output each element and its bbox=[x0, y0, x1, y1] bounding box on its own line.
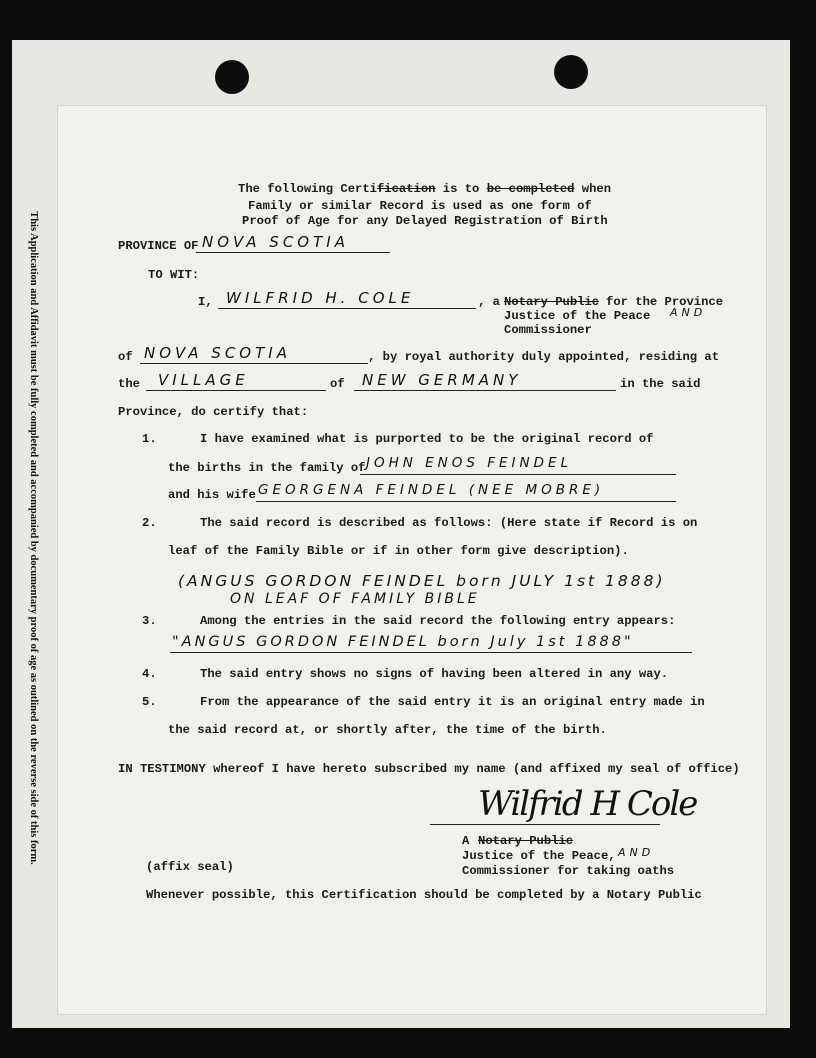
the-label: the bbox=[118, 377, 140, 391]
in-said-label: in the said bbox=[620, 377, 701, 391]
the-value: VILLAGE bbox=[158, 371, 249, 389]
entry-line bbox=[170, 652, 692, 653]
royal-authority-text: , by royal authority duly appointed, residing at bbox=[368, 350, 720, 364]
commissioner-label: Commissioner bbox=[504, 323, 592, 337]
item-3-number: 3. bbox=[142, 614, 157, 628]
certification-form bbox=[58, 106, 766, 1014]
name-line bbox=[218, 308, 476, 309]
item-1-text-c: and his wife bbox=[168, 488, 256, 502]
item-3-text: Among the entries in the said record the following entry appears: bbox=[200, 614, 676, 628]
sig-notary-struck: Notary Public bbox=[478, 834, 574, 848]
item-1-number: 1. bbox=[142, 432, 157, 446]
of-label: of bbox=[118, 350, 133, 364]
item-1-text-b: the births in the family of bbox=[168, 461, 366, 475]
item-1-text-a: I have examined what is purported to be the original record of bbox=[200, 432, 654, 446]
signature-line bbox=[430, 824, 660, 825]
description-line-1: (ANGUS GORDON FEINDEL born JULY 1st 1888) bbox=[178, 572, 666, 590]
sig-a-label: A bbox=[462, 834, 470, 848]
of-value: NOVA SCOTIA bbox=[144, 344, 291, 362]
for-province-label: for the Province bbox=[606, 295, 724, 309]
footer-note: Whenever possible, this Certification should be completed by a Notary Public bbox=[146, 888, 702, 902]
item-2-number: 2. bbox=[142, 516, 157, 530]
item-4-text: The said entry shows no signs of having been altered in any way. bbox=[200, 667, 669, 681]
punch-hole-left bbox=[215, 60, 249, 94]
family-line bbox=[360, 474, 676, 475]
item-5-number: 5. bbox=[142, 695, 157, 709]
province-line bbox=[196, 252, 390, 253]
sig-justice-label: Justice of the Peace, bbox=[462, 849, 616, 863]
item-2-text-b: leaf of the Family Bible or if in other form give description). bbox=[168, 544, 629, 558]
province-value: NOVA SCOTIA bbox=[202, 233, 349, 251]
sig-justice-and-handwritten: AND bbox=[618, 846, 655, 859]
name-value: WILFRID H. COLE bbox=[226, 289, 415, 307]
justice-and-handwritten: AND bbox=[670, 306, 707, 319]
description-line-2: ON LEAF OF FAMILY BIBLE bbox=[230, 591, 480, 607]
entry-value: "ANGUS GORDON FEINDEL born July 1st 1888" bbox=[172, 634, 634, 650]
signature: Wilfrid H Cole bbox=[478, 784, 697, 824]
item-5-text-b: the said record at, or shortly after, the time of the birth. bbox=[168, 723, 607, 737]
side-instruction: This Application and Affidavit must be fully completed and accompanied by documentary proof of age as outlined on the reverse side of this form. bbox=[28, 211, 39, 865]
a-label: , a bbox=[478, 295, 500, 309]
testimony-text: IN TESTIMONY whereof I have hereto subscribed my name (and affixed my seal of office) bbox=[118, 762, 740, 776]
item-4-number: 4. bbox=[142, 667, 157, 681]
of2-value: NEW GERMANY bbox=[362, 371, 522, 389]
punch-hole-right bbox=[554, 55, 588, 89]
header-line-2: Family or similar Record is used as one form of bbox=[248, 199, 592, 213]
sig-commissioner-label: Commissioner for taking oaths bbox=[462, 864, 675, 878]
item-2-text-a: The said record is described as follows: (Here state if Record is on bbox=[200, 516, 698, 530]
province-certify: Province, do certify that: bbox=[118, 405, 309, 419]
wife-value: GEORGENA FEINDEL (NEE MOBRE) bbox=[258, 482, 605, 498]
of2-label: of bbox=[330, 377, 345, 391]
family-value: JOHN ENOS FEINDEL bbox=[366, 455, 573, 471]
justice-label: Justice of the Peace bbox=[504, 309, 651, 323]
affix-seal-label: (affix seal) bbox=[146, 860, 234, 874]
item-5-text-a: From the appearance of the said entry it is an original entry made in bbox=[200, 695, 705, 709]
header-line-1: The following Certification is to be completed when bbox=[238, 182, 612, 196]
to-wit-label: TO WIT: bbox=[148, 268, 200, 282]
i-label: I, bbox=[198, 295, 213, 309]
of-line bbox=[140, 363, 368, 364]
notary-public-struck: Notary Public bbox=[504, 295, 600, 309]
header-line-3: Proof of Age for any Delayed Registration of Birth bbox=[242, 214, 608, 228]
wife-line bbox=[256, 501, 676, 502]
of2-line bbox=[354, 390, 616, 391]
province-label: PROVINCE OF bbox=[118, 239, 199, 253]
the-line bbox=[146, 390, 326, 391]
